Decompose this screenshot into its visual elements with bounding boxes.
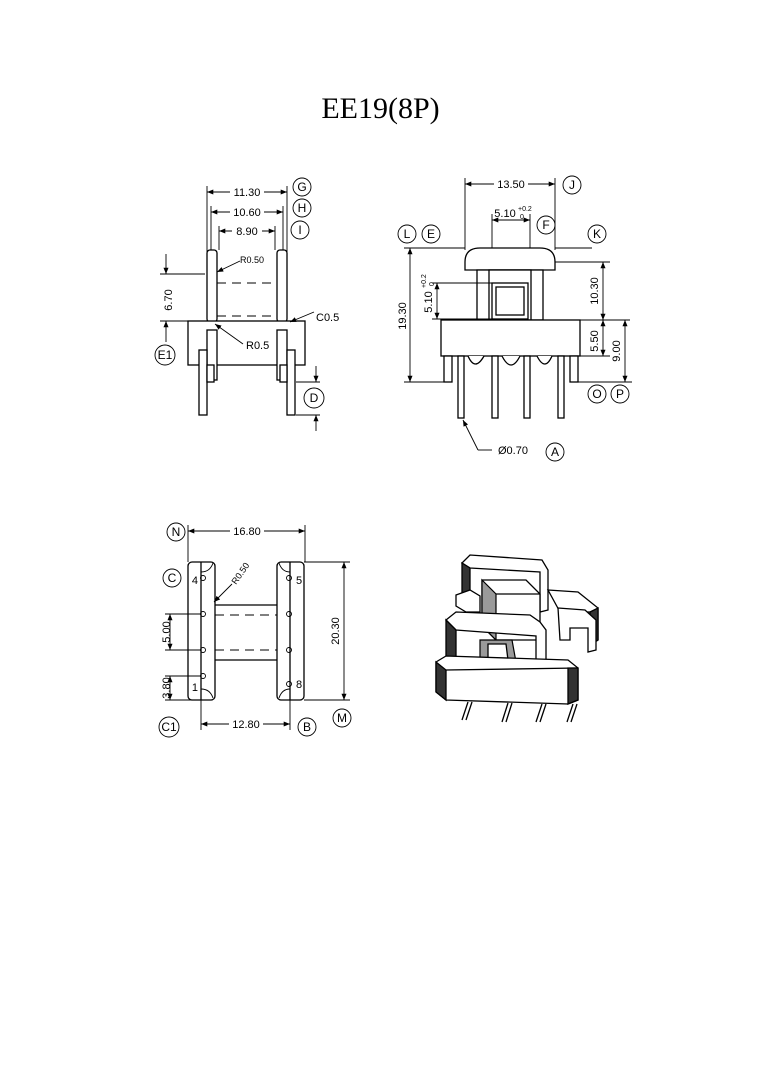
dim-5-10-h-tol: +0.2 (421, 274, 428, 288)
dim-pin-diameter: Ø0.70 (498, 445, 528, 457)
label-n (167, 523, 185, 541)
label-b (298, 718, 316, 736)
dim-3-80: 3.80 (161, 677, 173, 699)
svg-text:G: G (297, 180, 307, 194)
dim-20-30: 20.30 (330, 617, 342, 645)
svg-text:L: L (403, 227, 411, 241)
bottom-view (159, 523, 351, 737)
svg-text:C: C (167, 571, 177, 585)
dim-r0-50-b: R0.50 (229, 560, 252, 587)
svg-text:E1: E1 (157, 348, 173, 362)
pin-1: 1 (191, 682, 198, 694)
dim-8-90: 8.90 (236, 226, 258, 238)
label-c (163, 569, 181, 587)
label-c1 (159, 717, 179, 737)
dim-6-70: 6.70 (163, 289, 175, 311)
dim-10-60: 10.60 (233, 207, 261, 219)
label-i (291, 221, 309, 239)
svg-text:H: H (297, 201, 307, 215)
dim-11-30: 11.30 (233, 187, 261, 199)
dim-5-10-h-tol2: 0 (429, 282, 436, 286)
svg-text:J: J (569, 178, 575, 192)
label-e (422, 225, 440, 243)
dim-5-10-h: 5.10 (423, 291, 435, 313)
svg-text:C1: C1 (161, 720, 177, 734)
dim-5-50: 5.50 (589, 330, 601, 352)
dim-5-10-w-tol2: 0 (520, 214, 524, 221)
label-g (293, 178, 311, 196)
dim-13-50: 13.50 (497, 179, 525, 191)
dim-12-80: 12.80 (232, 719, 260, 731)
front-view (397, 176, 632, 461)
label-k (588, 225, 606, 243)
svg-text:A: A (550, 445, 560, 459)
svg-text:I: I (298, 223, 302, 237)
svg-text:D: D (309, 391, 319, 405)
dim-c0-5: C0.5 (316, 312, 340, 324)
svg-text:P: P (615, 387, 625, 401)
svg-text:M: M (337, 711, 347, 725)
svg-text:O: O (592, 387, 602, 401)
dim-16-80: 16.80 (233, 526, 261, 538)
label-j (563, 176, 581, 194)
label-o (588, 385, 606, 403)
label-e1 (155, 345, 175, 365)
dim-r0-5: R0.5 (246, 340, 270, 352)
dim-5-00: 5.00 (161, 621, 173, 643)
label-l (398, 225, 416, 243)
svg-text:N: N (171, 525, 181, 539)
svg-text:K: K (592, 227, 602, 241)
dim-5-10-w: 5.10 (494, 208, 516, 220)
pin-8: 8 (296, 679, 303, 691)
label-f (537, 216, 555, 234)
drawing-title: EE19(8P) (321, 92, 440, 125)
isometric-view (436, 555, 598, 722)
dim-5-10-w-tol: +0.2 (518, 206, 532, 213)
label-a (546, 443, 564, 461)
svg-text:B: B (302, 720, 312, 734)
dim-19-30: 19.30 (397, 302, 409, 330)
label-d (304, 388, 324, 408)
label-h (293, 199, 311, 217)
label-p (611, 385, 629, 403)
pin-4: 4 (191, 575, 198, 587)
dim-10-30: 10.30 (589, 277, 601, 305)
svg-text:F: F (542, 218, 550, 232)
dim-r0-50: R0.50 (240, 255, 265, 265)
pin-5: 5 (296, 575, 303, 587)
label-m (333, 709, 351, 727)
svg-text:E: E (426, 227, 436, 241)
side-view (155, 178, 339, 431)
dim-9-00: 9.00 (611, 340, 623, 362)
